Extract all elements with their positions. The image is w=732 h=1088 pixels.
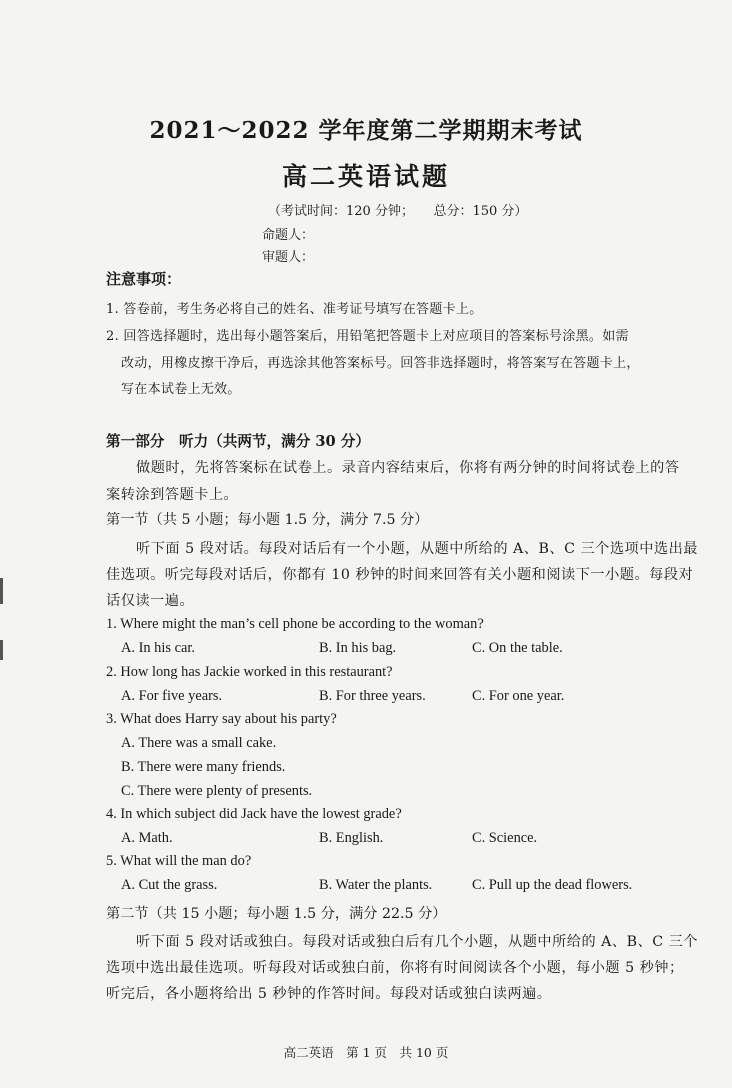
section1-instruction-line-2: 佳选项。听完每段对话后，你都有 10 秒钟的时间来回答有关小题和阅读下一小题。每段对: [106, 567, 694, 583]
page-footer: 高二英语 第 1 页 共 10 页: [283, 1045, 449, 1060]
question-2: 2. How long has Jackie worked in this restaurant?: [106, 664, 393, 680]
question-4-option-b: B. English.: [319, 830, 384, 846]
author-label: 命题人：: [262, 228, 315, 243]
scan-mark: [0, 640, 3, 660]
notice-heading: 注意事项：: [106, 270, 182, 288]
question-1-option-b: B. In his bag.: [319, 640, 397, 656]
question-3: 3. What does Harry say about his party?: [106, 711, 337, 727]
section1-heading: 第一节（共 5 小题；每小题 1.5 分，满分 7.5 分）: [106, 512, 429, 528]
section1-instruction-line-1: 听下面 5 段对话。每段对话后有一个小题，从题中所给的 A、B、C 三个选项中选出最: [136, 541, 698, 557]
part1-instruction-line-2: 案转涂到答题卡上。: [106, 487, 239, 503]
notice-item-2-line-3: 写在本试卷上无效。: [121, 382, 241, 397]
section2-instruction-line-2: 选项中选出最佳选项。听每段对话或独白前，你将有时间阅读各个小题，每小题 5 秒钟；: [106, 960, 684, 976]
scan-mark: [0, 578, 3, 604]
question-4-option-c: C. Science.: [472, 830, 538, 846]
exam-info: （考试时间：120 分钟； 总分：150 分）: [268, 204, 528, 219]
question-4-option-a: A. Math.: [121, 830, 173, 846]
notice-item-1: 1. 答卷前，考生务必将自己的姓名、准考证号填写在答题卡上。: [106, 302, 483, 317]
question-2-option-b: B. For three years.: [319, 688, 426, 704]
question-4: 4. In which subject did Jack have the lowest grade?: [106, 806, 402, 822]
section2-instruction-line-3: 听完后，各小题将给出 5 秒钟的作答时间。每段对话或独白读两遍。: [106, 986, 552, 1002]
question-3-option-b: B. There were many friends.: [121, 759, 286, 775]
question-5-option-c: C. Pull up the dead flowers.: [472, 877, 633, 893]
part1-heading: 第一部分 听力（共两节，满分 30 分）: [106, 433, 370, 450]
section2-heading: 第二节（共 15 小题；每小题 1.5 分，满分 22.5 分）: [106, 906, 447, 922]
question-2-option-c: C. For one year.: [472, 688, 565, 704]
exam-subtitle: 高二英语试题: [281, 162, 450, 191]
exam-title: 2021～2022 学年度第二学期期末考试: [149, 117, 583, 144]
section2-instruction-line-1: 听下面 5 段对话或独白。每段对话或独白后有几个小题，从题中所给的 A、B、C 三个: [136, 934, 698, 950]
part1-instruction-line-1: 做题时，先将答案标在试卷上。录音内容结束后，你将有两分钟的时间将试卷上的答: [136, 460, 680, 476]
question-1-option-c: C. On the table.: [472, 640, 563, 656]
question-5-option-b: B. Water the plants.: [319, 877, 433, 893]
question-1: 1. Where might the man’s cell phone be according to the woman?: [106, 616, 484, 632]
section1-instruction-line-3: 话仅读一遍。: [106, 593, 195, 609]
notice-item-2-line-2: 改动，用橡皮擦干净后，再选涂其他答案标号。回答非选择题时，将答案写在答题卡上，: [121, 356, 640, 371]
question-3-option-c: C. There were plenty of presents.: [121, 783, 313, 799]
question-3-option-a: A. There was a small cake.: [121, 735, 277, 751]
question-1-option-a: A. In his car.: [121, 640, 195, 656]
question-5-option-a: A. Cut the grass.: [121, 877, 218, 893]
question-5: 5. What will the man do?: [106, 853, 252, 869]
reviewer-label: 审题人：: [262, 250, 315, 265]
question-2-option-a: A. For five years.: [121, 688, 223, 704]
notice-item-2-line-1: 2. 回答选择题时，选出每小题答案后，用铅笔把答题卡上对应项目的答案标号涂黑。如需: [106, 329, 629, 344]
